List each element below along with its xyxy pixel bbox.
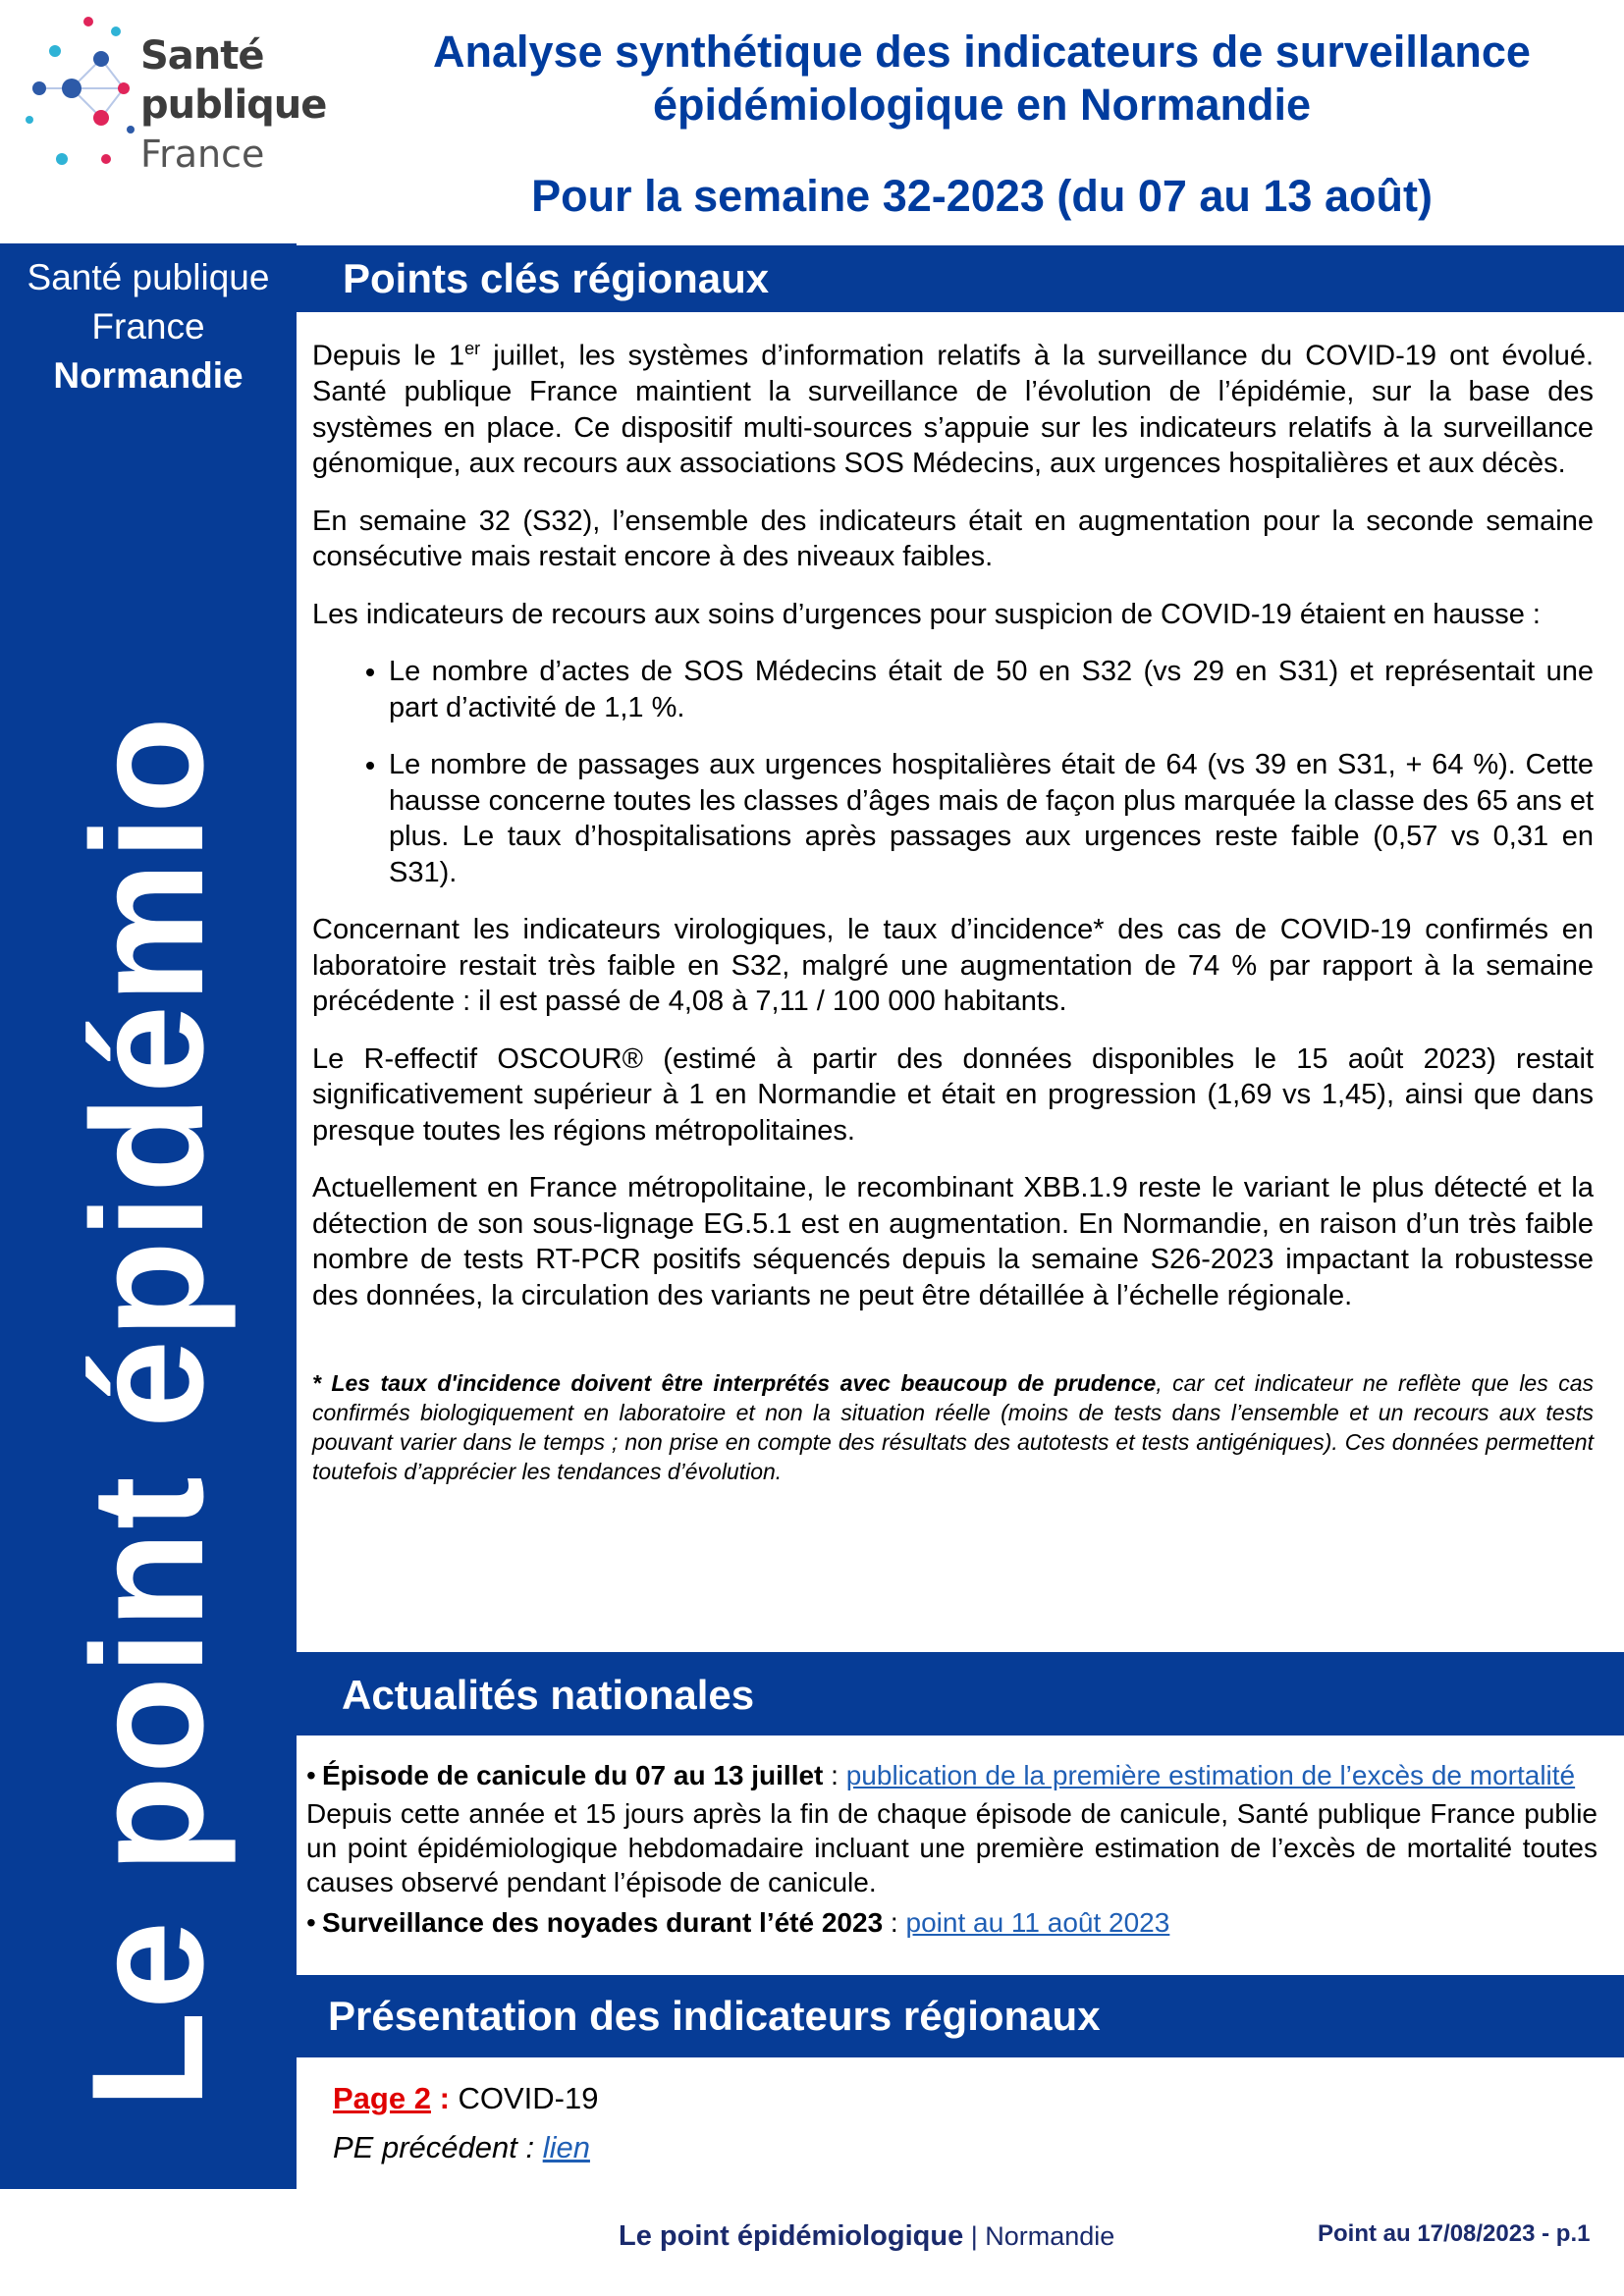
sidebar [0, 243, 297, 2189]
noyades-sep: : [883, 1907, 906, 1938]
paragraph-1 [312, 331, 1594, 482]
sidebar-region: Normandie [53, 355, 244, 396]
p1-end: juillet, les systèmes d’information relatifs à la surveillance du COVID-19 ont évolué. Santé publique France maintient la surveillance de l’évolution de l’épidémie, sur la base des systèmes en place. Ce dispositif multi-sources s’appuie sur les indicateurs relatifs à la surveillance génomique, aux recours aux associations SOS Médecins, aux urgences hospitalières et aux décès. [312, 340, 1595, 480]
prev-link[interactable]: lien [542, 2130, 590, 2164]
logo [18, 12, 332, 193]
presentation-band [297, 1975, 1624, 2057]
bullet-urgences: • Le nombre de passages aux urgences hospitalières était de 64 (vs 39 en S31, + 64 %). Cette hausse concerne toutes les classes d’âges mais de façon plus marquée la classe des 65 ans et plus. Le taux d’hospitalisations après passages aux urgences reste faible (0,57 vs 0,31 en S31). [389, 747, 1594, 890]
national-heading: Actualités nationales [342, 1672, 755, 1718]
logo-text-line3: France [140, 133, 265, 176]
canicule-link[interactable]: publication de la première estimation de l’excès de mortalité [845, 1760, 1576, 1790]
p1-start: Depuis le 1 [312, 340, 465, 372]
footer-region: Normandie [985, 2221, 1115, 2251]
logo-text-line2: publique [140, 82, 327, 128]
national-band [297, 1652, 1624, 1735]
prev-label: PE précédent : [333, 2130, 543, 2164]
national-item-noyades [306, 1905, 1597, 1940]
presentation-page-line [333, 2074, 599, 2123]
national-body [306, 1758, 1597, 1940]
page-topic: COVID-19 [449, 2081, 599, 2115]
noyades-title: Surveillance des noyades durant l’été 2023 [322, 1907, 884, 1938]
canicule-title: Épisode de canicule du 07 au 13 juillet [322, 1760, 824, 1790]
bullet-dot: • [306, 1760, 316, 1790]
canicule-sep: : [823, 1760, 846, 1790]
paragraph-5: Le R-effectif OSCOUR® (estimé à partir des données disponibles le 15 août 2023) restait significativement supérieur à 1 en Normandie et était en progression (1,69 vs 1,45), ainsi que dans presque toutes les régions métropolitaines. [312, 1042, 1594, 1147]
page2-link[interactable]: Page 2 [333, 2081, 431, 2115]
logo-text-line1: Santé [140, 33, 264, 79]
key-points-body [312, 331, 1594, 1486]
vertical-title: Le point épidémio [59, 714, 237, 2109]
presentation-body [333, 2074, 599, 2172]
title-line2: épidémiologique en Normandie [652, 80, 1312, 130]
incidence-note [312, 1368, 1594, 1486]
logo-dots-icon [18, 12, 140, 193]
week-subtitle: Pour la semaine 32-2023 (du 07 au 13 août) [531, 171, 1433, 221]
canicule-text: Depuis cette année et 15 jours après la fin de chaque épisode de canicule, Santé publique France publie un point épidémiologique hebdomadaire incluant une première estimation de l’excès de mortalité toutes causes observé pendant l’épisode de canicule. [306, 1798, 1597, 1897]
p1-sup: er [464, 339, 481, 358]
footer-page-info: Point au 17/08/2023 - p.1 [1318, 2220, 1591, 2247]
bullet-dot: • [306, 1907, 316, 1938]
sidebar-org-line1: Santé publique [27, 257, 270, 297]
paragraph-4: Concernant les indicateurs virologiques, le taux d’incidence* des cas de COVID-19 confirmés en laboratoire restait très faible en S32, malgré une augmentation de 74 % par rapport à la semaine précédente : il est passé de 4,08 à 7,11 / 100 000 habitants. [312, 914, 1594, 1018]
sidebar-org-line2: France [91, 306, 205, 347]
noyades-link[interactable]: point au 11 août 2023 [905, 1907, 1170, 1938]
footer-separator: | [963, 2221, 986, 2251]
page-colon: : [430, 2081, 450, 2115]
presentation-heading: Présentation des indicateurs régionaux [328, 1993, 1101, 2039]
footer-publication [619, 2220, 1114, 2253]
sidebar-org [0, 253, 297, 400]
title-line1: Analyse synthétique des indicateurs de surveillance [433, 27, 1531, 77]
paragraph-2: En semaine 32 (S32), l’ensemble des indicateurs était en augmentation pour la seconde semaine consécutive mais restait encore à des niveaux faibles. [312, 505, 1594, 573]
bullet-list [312, 654, 1594, 890]
presentation-prev-line [333, 2123, 599, 2172]
national-item-canicule [306, 1758, 1597, 1792]
paragraph-3: Les indicateurs de recours aux soins d’urgences pour suspicion de COVID-19 étaient en hausse : [312, 598, 1541, 630]
note-text: , car cet indicateur ne reflète que les cas confirmés biologiquement en laboratoire et non la situation réelle (moins de tests dans l’ensemble et un recours aux tests pouvant varier dans le temps ; non prise en compte des résultats des autotests et tests antigéniques). Ces données permettent toutefois d’apprécier les tendances d’évolution. [312, 1370, 1594, 1485]
note-bold: * Les taux d'incidence doivent être interprétés avec beaucoup de prudence [312, 1370, 1157, 1397]
key-points-band [297, 245, 1624, 312]
footer-pub-name: Le point épidémiologique [619, 2220, 964, 2252]
key-points-heading: Points clés régionaux [343, 255, 770, 301]
paragraph-6: Actuellement en France métropolitaine, le recombinant XBB.1.9 reste le variant le plus détecté et la détection de son sous-lignage EG.5.1 est en augmentation. En Normandie, en raison d’un très faible nombre de tests RT-PCR positifs séquencés depuis la semaine S26-2023 impactant la robustesse des données, la circulation des variants ne peut être détaillée à l’échelle régionale. [312, 1172, 1594, 1311]
bullet-sos-medecins: • Le nombre d’actes de SOS Médecins était de 50 en S32 (vs 29 en S31) et représentait une part d’activité de 1,1 %. [389, 654, 1594, 725]
page-title [353, 26, 1610, 132]
